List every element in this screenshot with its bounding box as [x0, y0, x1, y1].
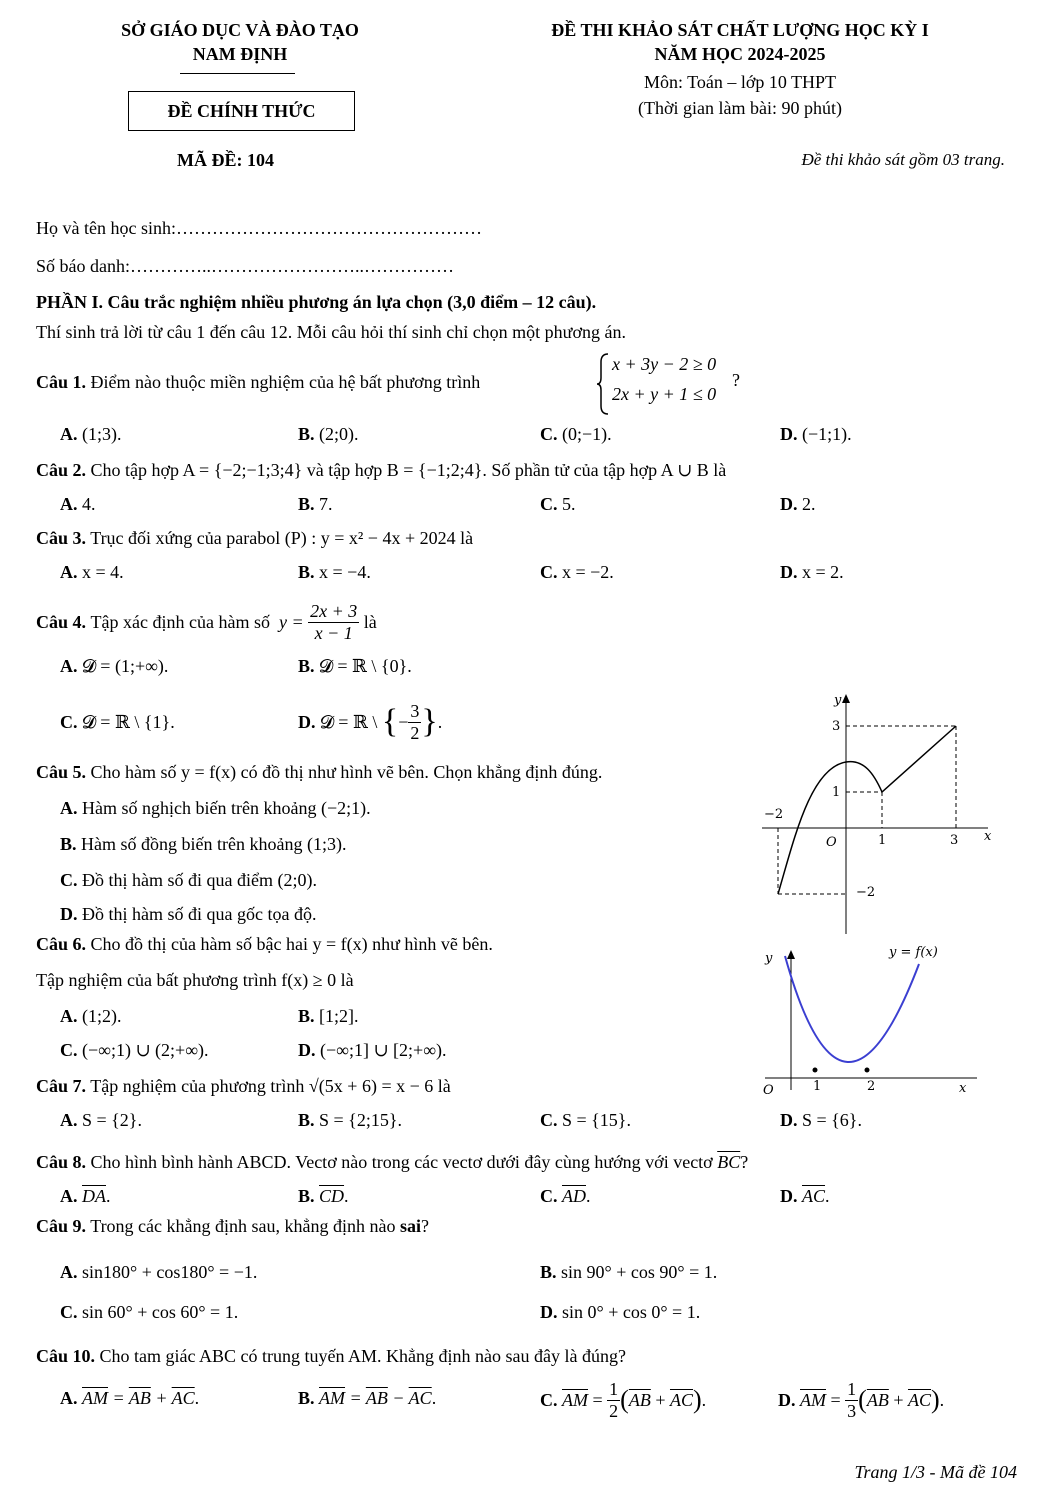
exam-title: ĐỀ THI KHẢO SÁT CHẤT LƯỢNG HỌC KỲ I	[551, 20, 929, 40]
subject: Môn: Toán – lớp 10 THPT	[643, 72, 837, 92]
part1-title: PHẦN I. Câu trắc nghiệm nhiều phương án lựa chọn (3,0 điểm – 12 câu).	[36, 292, 597, 312]
q10-option-a[interactable]: A. $\overline{AM} = \overline{AB} + \overline{AC}$.	[60, 1388, 200, 1408]
question-6	[36, 934, 493, 955]
q6-option-b[interactable]: B. [1;2].	[298, 1006, 359, 1026]
function-lhs: y =	[278, 611, 304, 632]
q1-option-d[interactable]: D. (−1;1).	[780, 424, 852, 444]
x-tick-1: 1	[813, 1079, 822, 1094]
origin-label: O	[763, 1083, 774, 1098]
question-10	[36, 1346, 626, 1367]
q4-option-c[interactable]: C. 𝓓 = ℝ \ {1}.	[60, 712, 175, 732]
x-tick-2: 2	[867, 1079, 876, 1094]
function-fraction: $\frac{2x + 3}{x - 1}$	[310, 600, 358, 643]
question-1	[36, 372, 480, 393]
question-end: là	[363, 611, 377, 632]
x-tick-neg2: −2	[764, 807, 784, 822]
y-axis-label: y	[765, 951, 773, 966]
x-tick-3: 3	[950, 833, 959, 848]
function-curve	[778, 726, 959, 894]
root-point-2	[865, 1068, 870, 1073]
q6-option-c[interactable]: C. (−∞;1) ∪ (2;+∞).	[60, 1040, 209, 1060]
question-text: Trong các khẳng định sau, khẳng định nào	[90, 1216, 396, 1236]
q9-option-c[interactable]: C. sin 60° + cos 60° = 1.	[60, 1302, 239, 1322]
q9-option-a[interactable]: A. sin180° + cos180° = −1.	[60, 1262, 258, 1282]
question-text: Cho hàm số y = f(x) có đồ thị như hình vẽ bên. Chọn khẳng định đúng.	[90, 762, 603, 782]
y-tick-3: 3	[832, 719, 841, 734]
inequality-2: 2x + y + 1 ≤ 0	[612, 384, 717, 404]
q3-option-b[interactable]: B. x = −4.	[298, 562, 371, 582]
question-label: Câu 9.	[36, 1216, 87, 1236]
q8-option-a[interactable]: A. $\overline{DA}$.	[60, 1186, 111, 1206]
student-id-line: Số báo danh:…………..……………………..……………	[36, 256, 454, 276]
q6-option-a[interactable]: A. (1;2).	[60, 1006, 122, 1026]
question-5	[36, 762, 602, 783]
question-text: Cho đồ thị của hàm số bậc hai y = f(x) như hình vẽ bên.	[90, 934, 493, 954]
q6-parabola-graph	[755, 938, 985, 1098]
q3-option-a[interactable]: A. x = 4.	[60, 562, 124, 582]
parabola-curve	[785, 956, 919, 1062]
q2-option-a[interactable]: A. 4.	[60, 494, 96, 514]
x-tick-1: 1	[878, 833, 887, 848]
question-label: Câu 10.	[36, 1346, 96, 1366]
q6-option-d[interactable]: D. (−∞;1] ∪ [2;+∞).	[298, 1040, 447, 1060]
question-8: Câu 8. Cho hình bình hành ABCD. Vectơ nào trong các vectơ dưới đây cùng hướng với vectơ $\overline{BC}$?	[36, 1152, 749, 1172]
q10-option-c[interactable]: C. $\overline{AM}$ = $\frac{1}{2}$ ( $\overline{AB}$ + $\overline{AC}$ ) .	[540, 1378, 707, 1421]
vector-bc: $\overline{BC}$	[717, 1152, 741, 1172]
question-text: Cho tam giác ABC có trung tuyến AM. Khẳng định nào sau đây là đúng?	[99, 1346, 626, 1366]
question-text: Điểm nào thuộc miền nghiệm của hệ bất phương trình	[90, 372, 481, 392]
q3-option-c[interactable]: C. x = −2.	[540, 562, 614, 582]
question-label: Câu 5.	[36, 762, 87, 782]
question-text: Cho hình bình hành ABCD. Vectơ nào trong các vectơ dưới đây cùng hướng với vectơ	[90, 1152, 713, 1172]
q2-option-d[interactable]: D. 2.	[780, 494, 816, 514]
header-divider	[180, 73, 295, 74]
q8-option-b[interactable]: B. $\overline{CD}$.	[298, 1186, 349, 1206]
q1-option-c[interactable]: C. (0;−1).	[540, 424, 612, 444]
question-4	[36, 594, 377, 650]
root-point-1	[813, 1068, 818, 1073]
y-axis-arrow-icon	[842, 694, 850, 703]
question-mark: ?	[732, 370, 740, 390]
q10-option-b[interactable]: B. $\overline{AM} = \overline{AB} - \overline{AC}$.	[298, 1388, 437, 1408]
question-label: Câu 8.	[36, 1152, 87, 1172]
q3-option-d[interactable]: D. x = 2.	[780, 562, 844, 582]
q2-option-b[interactable]: B. 7.	[298, 494, 333, 514]
duration: (Thời gian làm bài: 90 phút)	[638, 98, 842, 118]
q5-option-a[interactable]: A. Hàm số nghịch biến trên khoảng (−2;1).	[60, 798, 371, 818]
q1-option-a[interactable]: A. (1;3).	[60, 424, 122, 444]
q2-option-c[interactable]: C. 5.	[540, 494, 576, 514]
part1-instruction: Thí sinh trả lời từ câu 1 đến câu 12. Mỗi câu hỏi thí sinh chỉ chọn một phương án.	[36, 322, 626, 342]
q7-option-b[interactable]: B. S = {2;15}.	[298, 1110, 402, 1130]
q1-option-b[interactable]: B. (2;0).	[298, 424, 359, 444]
question-label: Câu 4.	[36, 611, 87, 632]
q7-option-a[interactable]: A. S = {2}.	[60, 1110, 142, 1130]
keyword-false: sai	[400, 1216, 422, 1236]
school-year: NĂM HỌC 2024-2025	[654, 44, 826, 64]
q7-option-d[interactable]: D. S = {6}.	[780, 1110, 862, 1130]
q4-option-d[interactable]: D. 𝓓 = ℝ \ { − $\frac{3}{2}$ } .	[298, 700, 443, 743]
q8-option-d[interactable]: D. $\overline{AC}$.	[780, 1186, 830, 1206]
q5-option-c[interactable]: C. Đồ thị hàm số đi qua điểm (2;0).	[60, 870, 317, 890]
q7-option-c[interactable]: C. S = {15}.	[540, 1110, 631, 1130]
student-name-line: Họ và tên học sinh:……………………………………………	[36, 218, 482, 238]
y-axis-label: y	[834, 693, 842, 708]
q9-option-d[interactable]: D. sin 0° + cos 0° = 1.	[540, 1302, 701, 1322]
question-label: Câu 3.	[36, 528, 87, 548]
x-axis-label: x	[984, 829, 992, 844]
question-text: Tập xác định của hàm số	[90, 611, 270, 632]
q10-option-d[interactable]: D. $\overline{AM}$ = $\frac{1}{3}$ ( $\overline{AB}$ + $\overline{AC}$ ) .	[778, 1378, 945, 1421]
y-tick-neg2: −2	[856, 885, 876, 900]
q5-option-d[interactable]: D. Đồ thị hàm số đi qua gốc tọa độ.	[60, 904, 317, 924]
q5-option-b[interactable]: B. Hàm số đồng biến trên khoảng (1;3).	[60, 834, 347, 854]
page-footer: Trang 1/3 - Mã đề 104	[854, 1462, 1017, 1482]
y-axis-arrow-icon	[787, 950, 795, 959]
curly-brace-icon	[596, 352, 610, 416]
question-text: Tập nghiệm của phương trình √(5x + 6) = x − 6 là	[90, 1076, 451, 1096]
exam-code: MÃ ĐỀ: 104	[177, 150, 274, 170]
function-label: y = f(x)	[889, 945, 938, 960]
inequality-1: x + 3y − 2 ≥ 0	[612, 354, 717, 374]
q4-option-b[interactable]: B. 𝓓 = ℝ \ {0}.	[298, 656, 412, 676]
department-name: SỞ GIÁO DỤC VÀ ĐÀO TẠO	[121, 20, 359, 40]
question-9: Câu 9. Trong các khẳng định sau, khẳng định nào sai?	[36, 1216, 430, 1236]
question-label: Câu 1.	[36, 372, 87, 392]
question-text: Cho tập hợp A = {−2;−1;3;4} và tập hợp B = {−1;2;4}. Số phần tử của tập hợp A ∪ B là	[90, 460, 727, 480]
pages-note: Đề thi khảo sát gồm 03 trang.	[801, 150, 1005, 169]
official-exam-box: ĐỀ CHÍNH THỨC	[128, 91, 355, 131]
origin-label: O	[826, 835, 837, 850]
y-tick-1: 1	[832, 785, 841, 800]
q9-option-b[interactable]: B. sin 90° + cos 90° = 1.	[540, 1262, 718, 1282]
q8-option-c[interactable]: C. $\overline{AD}$.	[540, 1186, 591, 1206]
x-axis-label: x	[959, 1081, 967, 1096]
question-label: Câu 6.	[36, 934, 87, 954]
question-7	[36, 1076, 451, 1097]
question-label: Câu 2.	[36, 460, 87, 480]
q5-function-graph	[760, 690, 1000, 935]
question-2	[36, 460, 726, 481]
question-text: Trục đối xứng của parabol (P) : y = x² − 4x + 2024 là	[90, 528, 474, 548]
question-label: Câu 7.	[36, 1076, 87, 1096]
q4-option-a[interactable]: A. 𝓓 = (1;+∞).	[60, 656, 169, 676]
department-city: NAM ĐỊNH	[192, 44, 288, 64]
question-6-line2: Tập nghiệm của bất phương trình f(x) ≥ 0 là	[36, 970, 354, 990]
question-3	[36, 528, 473, 549]
